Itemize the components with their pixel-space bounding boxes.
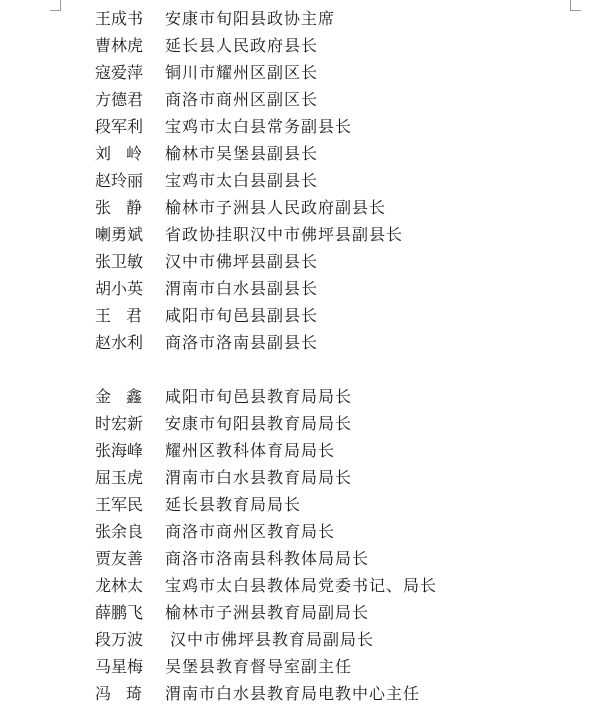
education-officials-list: [95, 383, 437, 707]
person-title: 耀州区教科体育局局长: [165, 441, 336, 460]
person-title: 安康市旬阳县教育局局长: [165, 414, 353, 433]
list-item: [95, 383, 437, 410]
person-name: 方德君: [95, 90, 144, 109]
person-title: 咸阳市旬邑县教育局局长: [165, 387, 353, 406]
person-title: 商洛市洛南县科教体局局长: [165, 549, 370, 568]
list-item: [95, 59, 403, 86]
list-item: [95, 545, 437, 572]
list-item: [95, 437, 437, 464]
person-name: 段万波: [95, 630, 144, 649]
person-title: 延长县人民政府县长: [165, 36, 319, 55]
list-item: [95, 572, 437, 599]
list-item: [95, 194, 403, 221]
person-title: 汉中市佛坪县副县长: [165, 252, 319, 271]
person-title: 榆林市子洲县人民政府副县长: [165, 198, 387, 217]
person-name: 段军利: [95, 117, 144, 136]
list-item: [95, 410, 437, 437]
list-item: [95, 275, 403, 302]
person-title: 渭南市白水县教育局局长: [165, 468, 353, 487]
person-title: 汉中市佛坪县教育局副局长: [170, 630, 375, 649]
list-item: [95, 599, 437, 626]
person-name: 王君: [95, 306, 158, 325]
officials-list: [95, 5, 403, 356]
list-item: [95, 329, 403, 356]
person-name: 薛鹏飞: [95, 603, 144, 622]
person-name: 喇勇斌: [95, 225, 144, 244]
person-title: 商洛市商州区副区长: [165, 90, 319, 109]
person-name: 王成书: [95, 9, 144, 28]
person-name: 冯琦: [95, 684, 158, 703]
person-title: 咸阳市旬邑县副县长: [165, 306, 319, 325]
person-name: 张余良: [95, 522, 144, 541]
person-title: 渭南市白水县教育局电教中心主任: [165, 684, 421, 703]
person-title: 商洛市商州区教育局长: [165, 522, 336, 541]
person-title: 榆林市子洲县教育局副局长: [165, 603, 370, 622]
list-item: [95, 302, 403, 329]
person-name: 王军民: [95, 495, 144, 514]
person-name: 寇爱萍: [95, 63, 144, 82]
list-item: [95, 5, 403, 32]
list-item: [95, 653, 437, 680]
list-item: [95, 221, 403, 248]
person-title: 省政协挂职汉中市佛坪县副县长: [165, 225, 404, 244]
person-name: 曹林虎: [95, 36, 144, 55]
list-item: [95, 680, 437, 707]
list-item: [95, 140, 403, 167]
list-item: [95, 167, 403, 194]
person-name: 张海峰: [95, 441, 144, 460]
list-item: [95, 248, 403, 275]
person-title: 榆林市吴堡县副县长: [165, 144, 319, 163]
list-item: [95, 626, 437, 653]
page-corner-mark-right: [570, 0, 581, 11]
person-name: 马星梅: [95, 657, 144, 676]
person-name: 屈玉虎: [95, 468, 144, 487]
person-name: 时宏新: [95, 414, 144, 433]
list-item: [95, 518, 437, 545]
page-corner-mark-left: [50, 0, 61, 11]
person-name: 龙林太: [95, 576, 144, 595]
person-title: 延长县教育局局长: [165, 495, 302, 514]
person-title: 安康市旬阳县政协主席: [165, 9, 336, 28]
person-name: 张卫敏: [95, 252, 144, 271]
person-title: 宝鸡市太白县教体局党委书记、局长: [165, 576, 438, 595]
person-name: 张静: [95, 198, 158, 217]
person-title: 宝鸡市太白县常务副县长: [165, 117, 353, 136]
person-title: 渭南市白水县副县长: [165, 279, 319, 298]
person-name: 金鑫: [95, 387, 158, 406]
person-title: 宝鸡市太白县副县长: [165, 171, 319, 190]
person-title: 吴堡县教育督导室副主任: [165, 657, 353, 676]
list-item: [95, 86, 403, 113]
list-item: [95, 113, 403, 140]
person-name: 赵玲丽: [95, 171, 144, 190]
person-name: 刘岭: [95, 144, 158, 163]
person-name: 贾友善: [95, 549, 144, 568]
list-item: [95, 491, 437, 518]
person-title: 商洛市洛南县副县长: [165, 333, 319, 352]
list-item: [95, 32, 403, 59]
person-name: 胡小英: [95, 279, 144, 298]
person-title: 铜川市耀州区副区长: [165, 63, 319, 82]
list-item: [95, 464, 437, 491]
person-name: 赵水利: [95, 333, 144, 352]
